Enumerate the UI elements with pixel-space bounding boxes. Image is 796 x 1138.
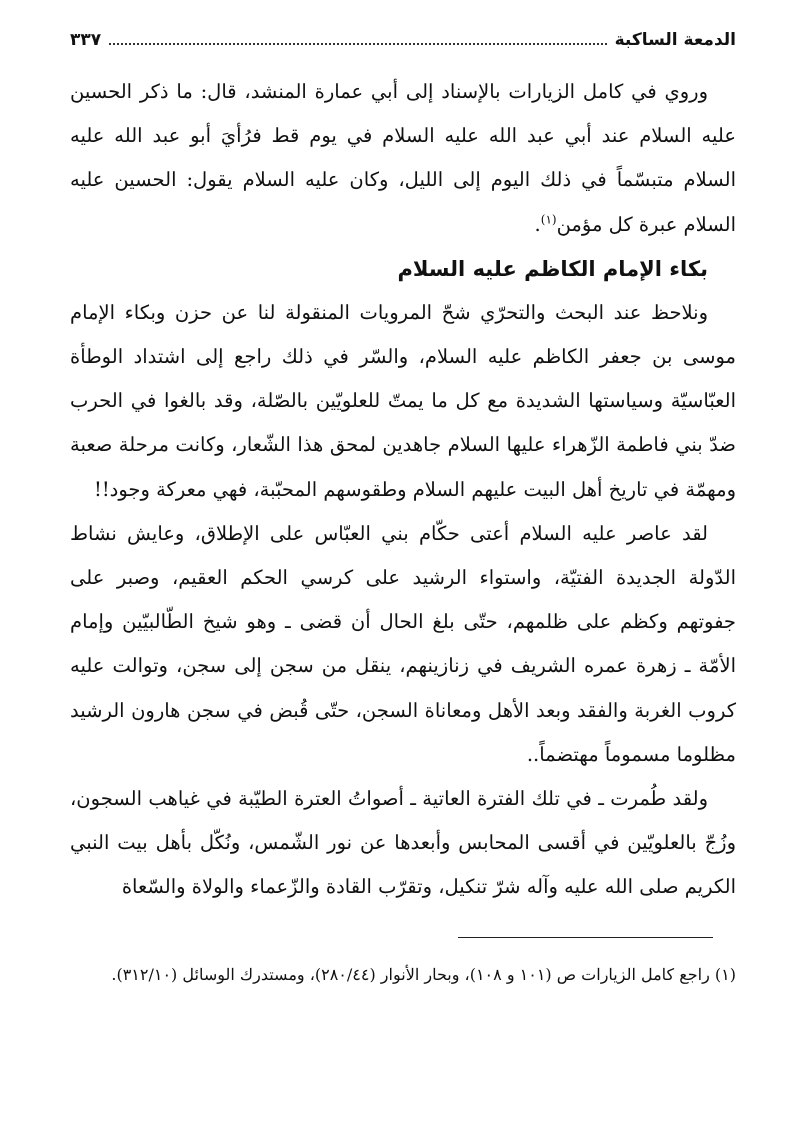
section-heading: بكاء الإمام الكاظم عليه السلام xyxy=(397,256,708,281)
paragraph-3: لقد عاصر عليه السلام أعتى حكّام بني العبّاس على الإطلاق، وعايش نشاط الدّولة الجديدة الفتيّة، واستواء الرشيد على كرسي الحكم العقيم، وصبر على جفوتهم وكظم على ظلمهم، حتّى بلغ الحال أن قضى ـ وهو شيخ الطّالبيّين وإمام الأمّة ـ زهرة عمره الشريف في زنازينهم، ينقل من سجن إلى سجن، وتوالت عليه كروب الغربة والفقد وبعد الأهل ومعاناة السجن، حتّى قُبض في سجن هارون الرشيد مظلوما مسموماً مهتضماً.. xyxy=(70,521,736,766)
header-dotted-leader xyxy=(109,43,606,45)
paragraph-1-text: وروي في كامل الزيارات بالإسناد إلى أبي عمارة المنشد، قال: ما ذكر الحسين عليه السلام عند أبي عبد الله عليه السلام في يوم قط فرُأيَ أبو عبد الله عليه السلام متبسّماً في ذلك اليوم إلى الليل، وكان عليه السلام يقول: الحسين عليه السلام عبرة كل مؤمن xyxy=(70,80,736,236)
running-header xyxy=(70,28,736,52)
paragraph-4: ولقد طُمرت ـ في تلك الفترة العاتية ـ أصواتُ العترة الطيّبة في غياهب السجون، وزُجّ بالعلويّين في أقسى المحابس وأبعدها عن نور الشّمس، ونُكّل بأهل بيت النبي الكريم صلى الله عليه وآله شرّ تنكيل، وتقرّب القادة والزّعماء والولاة والسّعاة xyxy=(70,787,736,899)
footnote-separator xyxy=(458,937,713,938)
main-text xyxy=(70,70,736,910)
paragraph-1: وروي في كامل الزيارات بالإسناد إلى أبي عمارة المنشد، قال: ما ذكر الحسين عليه السلام عند أبي عبد الله عليه السلام في يوم قط فرُأيَ أبو عبد الله عليه السلام متبسّماً في ذلك اليوم إلى الليل، وكان عليه السلام يقول: الحسين عليه السلام عبرة كل مؤمن$^{(١)}$. xyxy=(70,80,736,236)
footnote-1: (١) راجع كامل الزيارات ص (١٠١ و ١٠٨)، وبحار الأنوار (٢٨٠/٤٤)، ومستدرك الوسائل (٣١٢/١٠). xyxy=(111,965,736,984)
footnotes xyxy=(70,956,736,994)
book-title: الدمعة الساكبة xyxy=(614,30,736,50)
paragraph-2: ونلاحظ عند البحث والتحرّي شحّ المرويات المنقولة لنا عن حزن وبكاء الإمام موسى بن جعفر الكاظم عليه السلام، والسّر في ذلك راجع إلى اشتداد الوطأة العبّاسيّة وسياستها الشديدة مع كل ما يمتّ للعلويّين بالصّلة، وقد بالغوا في الحرب ضدّ بني فاطمة الزّهراء عليها السلام جاهدين لمحق هذا الشّعار، وكانت مرحلة صعبة ومهمّة في تاريخ أهل البيت عليهم السلام وطقوسهم المحبّبة، فهي معركة وجود!! xyxy=(70,300,736,501)
page-number: ٣٣٧ xyxy=(70,30,102,50)
footnote-reference[interactable]: (١) xyxy=(540,212,557,227)
